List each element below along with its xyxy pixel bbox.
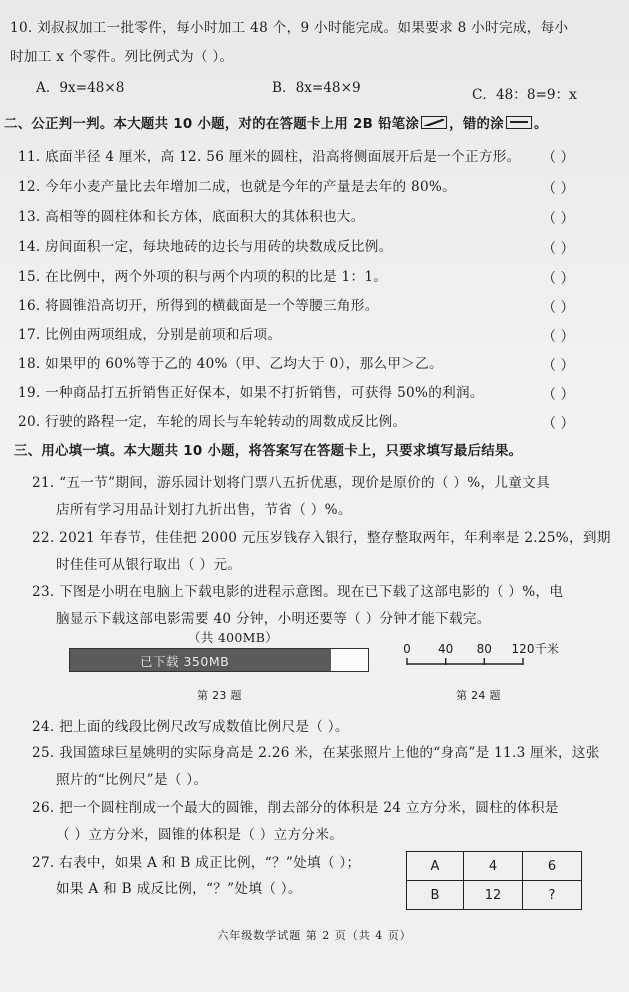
judge-item-19: 19. 一种商品打五折销售正好保本，如果不打折销售，可获得 50%的利润。 [18,385,484,401]
judge-answer-16: （ ） [542,300,575,316]
judge-answer-12: （ ） [542,181,575,197]
judge-item-13: 13. 高相等的圆柱体和长方体，底面积大的其体积也大。 [18,209,365,225]
table-cell: 12 [464,881,523,910]
judge-item-11: 11. 底面半径 4 厘米，高 12. 56 厘米的圆柱，沿高将侧面展开后是一个正方形。 [18,149,521,165]
q23-line2: 脑显示下载这部电影需要 40 分钟，小明还要等（ ）分钟才能下载完。 [56,611,491,627]
ratio-table [406,851,582,910]
q10-option-c: C．48：8=9：x [472,87,577,103]
table-cell: B [407,881,464,910]
scale-unit-label: 千米 [535,642,560,656]
table-row [407,881,582,910]
table-cell: A [407,852,464,881]
q23-line1: 23. 下图是小明在电脑上下载电影的进程示意图。现在已下载了这部电影的（ ）%，电 [32,584,564,600]
filled-bubble-icon [421,116,447,129]
scale-tick-label: 80 [476,642,492,656]
judge-answer-15: （ ） [542,271,575,287]
scale-tick-label: 120 [511,642,535,656]
judge-item-18: 18. 如果甲的 60%等于乙的 40%（甲、乙均大于 0），那么甲＞乙。 [18,356,443,372]
judge-item-12: 12. 今年小麦产量比去年增加二成，也就是今年的产量是去年的 80%。 [18,179,457,195]
judge-item-17: 17. 比例由两项组成，分别是前项和后项。 [18,327,282,343]
judge-item-15: 15. 在比例中，两个外项的积与两个内项的积的比是 1：1。 [18,269,388,285]
judge-answer-20: （ ） [542,416,575,432]
table-cell: 4 [464,852,523,881]
judge-item-14: 14. 房间面积一定，每块地砖的边长与用砖的块数成反比例。 [18,239,393,255]
q26-line2: （ ）立方分米，圆锥的体积是（ ）立方分米。 [56,827,344,843]
q27-line2: 如果 A 和 B 成反比例，“？”处填（ ）。 [56,881,302,897]
section2-title-end: 。 [533,117,548,132]
section2-title-pre: 二、公正判一判。本大题共 10 小题，对的在答题卡上用 2B 铅笔涂 [4,117,420,132]
line-scale [395,640,595,676]
judge-answer-14: （ ） [542,241,575,257]
q21-line2: 店所有学习用品计划打九折出售，节省（ ）%。 [56,502,352,518]
judge-answer-19: （ ） [542,387,575,403]
scale-tick-label: 40 [438,642,454,656]
q10-line2: 时加工 x 个零件。列比例式为（ ）。 [10,49,234,65]
table-row [407,852,582,881]
judge-answer-11: （ ） [542,150,575,166]
q25-line2: 照片的“比例尺”是（ ）。 [56,772,208,788]
figure24-caption: 第 24 题 [456,689,501,702]
section2-heading [4,113,548,132]
judge-answer-18: （ ） [542,358,575,374]
scale-tick-label: 0 [403,642,411,656]
download-progress-bar [69,648,369,672]
q25-line1: 25. 我国篮球巨星姚明的实际身高是 2.26 米，在某张照片上他的“身高”是 11.3 厘米，这张 [32,745,600,761]
page-footer: 六年级数学试题 第 2 页（共 4 页） [217,929,412,942]
q21-line1: 21. “五一节”期间，游乐园计划将门票八五折优惠，现价是原价的（ ）%，儿童文具 [32,475,550,491]
table-cell: ? [523,881,582,910]
q10-line1: 10. 刘叔叔加工一批零件，每小时加工 48 个，9 小时能完成。如果要求 8 小时完成，每小 [10,20,569,36]
section3-heading: 三、用心填一填。本大题共 10 小题，将答案写在答题卡上，只要求填写最后结果。 [14,444,523,459]
table-cell: 6 [523,852,582,881]
q27-line1: 27. 右表中，如果 A 和 B 成正比例，“？”处填（ ）； [32,855,361,871]
q10-option-a: A．9x=48×8 [36,80,125,96]
figure23-total-label: （共 400MB） [188,630,279,645]
judge-item-16: 16. 将圆锥沿高切开，所得到的横截面是一个等腰三角形。 [18,298,379,314]
q10-option-b: B．8x=48×9 [272,80,361,96]
download-progress-label: 已下载 350MB [140,654,230,669]
dash-bubble-icon [506,116,532,129]
q26-line1: 26. 把一个圆柱削成一个最大的圆锥，削去部分的体积是 24 立方分米，圆柱的体积是 [32,800,559,816]
judge-answer-17: （ ） [542,329,575,345]
judge-item-20: 20. 行驶的路程一定，车轮的周长与车轮转动的周数成反比例。 [18,414,407,430]
judge-answer-13: （ ） [542,211,575,227]
q22-line2: 时佳佳可从银行取出（ ）元。 [56,557,242,573]
figure23-caption: 第 23 题 [197,689,242,702]
section2-title-mid: ，错的涂 [449,117,504,132]
q24-line: 24. 把上面的线段比例尺改写成数值比例尺是（ ）。 [32,719,349,735]
q22-line1: 22. 2021 年春节，佳佳把 2000 元压岁钱存入银行，整存整取两年，年利率是 2.25%，到期 [32,530,611,546]
